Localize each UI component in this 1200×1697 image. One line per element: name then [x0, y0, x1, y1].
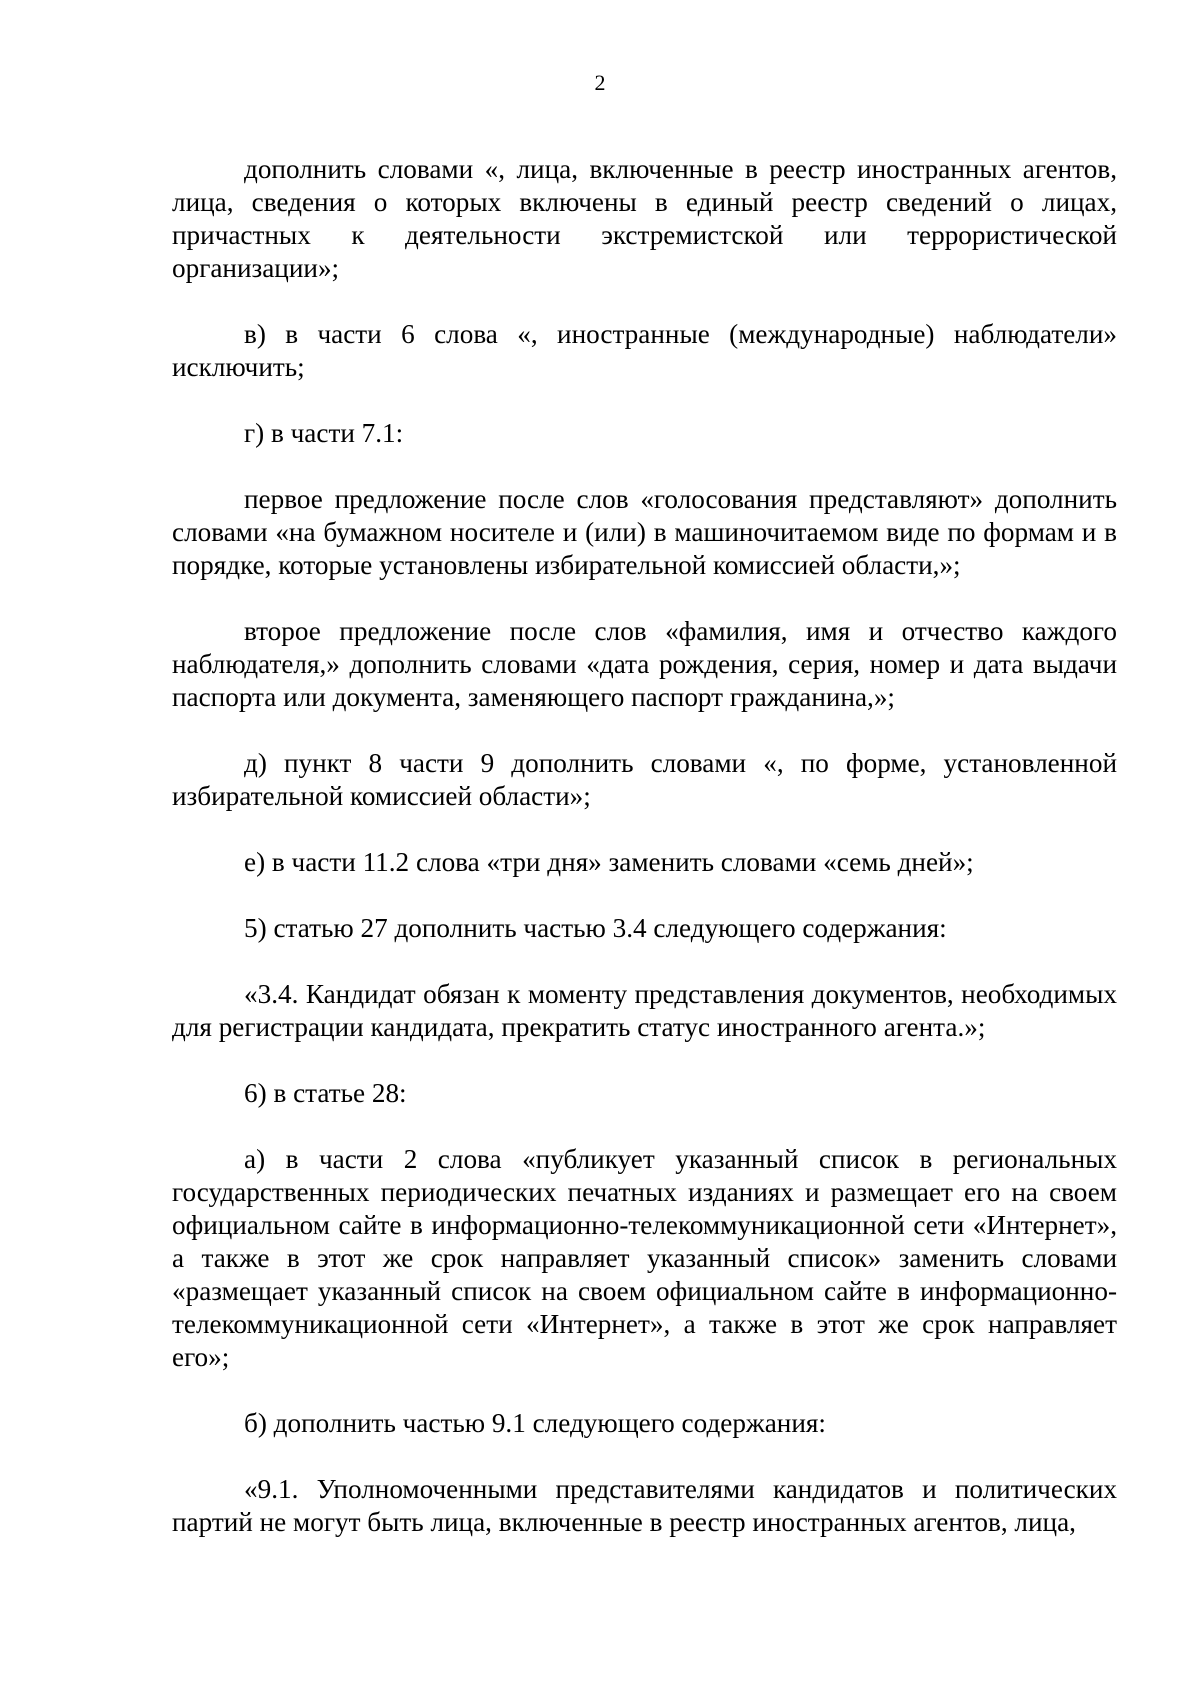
paragraph: «3.4. Кандидат обязан к моменту представления документов, необходимых для регистрации кандидата, прекратить статус иностранного агента.»; — [172, 979, 1117, 1042]
paragraph: 6) в статье 28: — [244, 1078, 407, 1108]
paragraph: «9.1. Уполномоченными представителями кандидатов и политических партий не могут быть лица, включенные в реестр иностранных агентов, лица, — [172, 1474, 1117, 1537]
paragraph: е) в части 11.2 слова «три дня» заменить словами «семь дней»; — [244, 847, 974, 877]
paragraph: второе предложение после слов «фамилия, имя и отчество каждого наблюдателя,» дополнить словами «дата рождения, серия, номер и дата выдачи паспорта или документа, заменяющего паспорт гражданина,»; — [172, 616, 1117, 712]
paragraph: б) дополнить частью 9.1 следующего содержания: — [244, 1408, 826, 1438]
paragraph: г) в части 7.1: — [244, 418, 404, 448]
page-number: 2 — [594, 70, 606, 95]
paragraph: 5) статью 27 дополнить частью 3.4 следующего содержания: — [244, 913, 947, 943]
paragraph: первое предложение после слов «голосования представляют» дополнить словами «на бумажном носителе и (или) в машиночитаемом виде по формам и в порядке, которые установлены избирательной комиссией области,»; — [172, 484, 1117, 580]
paragraph: дополнить словами «, лица, включенные в реестр иностранных агентов, лица, сведения о которых включены в единый реестр сведений о лицах, причастных к деятельности экстремистской или террористической организации»; — [172, 154, 1117, 283]
paragraph: а) в части 2 слова «публикует указанный список в региональных государственных периодических печатных изданиях и размещает его на своем официальном сайте в информационно-телекоммуникационной сети «Интернет», а также в этот же срок направляет указанный список» заменить словами «размещает указанный список на своем официальном сайте в информационно-телекоммуникационной сети «Интернет», а также в этот же срок направляет его»; — [172, 1144, 1117, 1372]
document-body — [172, 153, 1117, 1539]
paragraph: в) в части 6 слова «, иностранные (международные) наблюдатели» исключить; — [172, 319, 1117, 382]
paragraph: д) пункт 8 части 9 дополнить словами «, по форме, установленной избирательной комиссией области»; — [172, 748, 1117, 811]
